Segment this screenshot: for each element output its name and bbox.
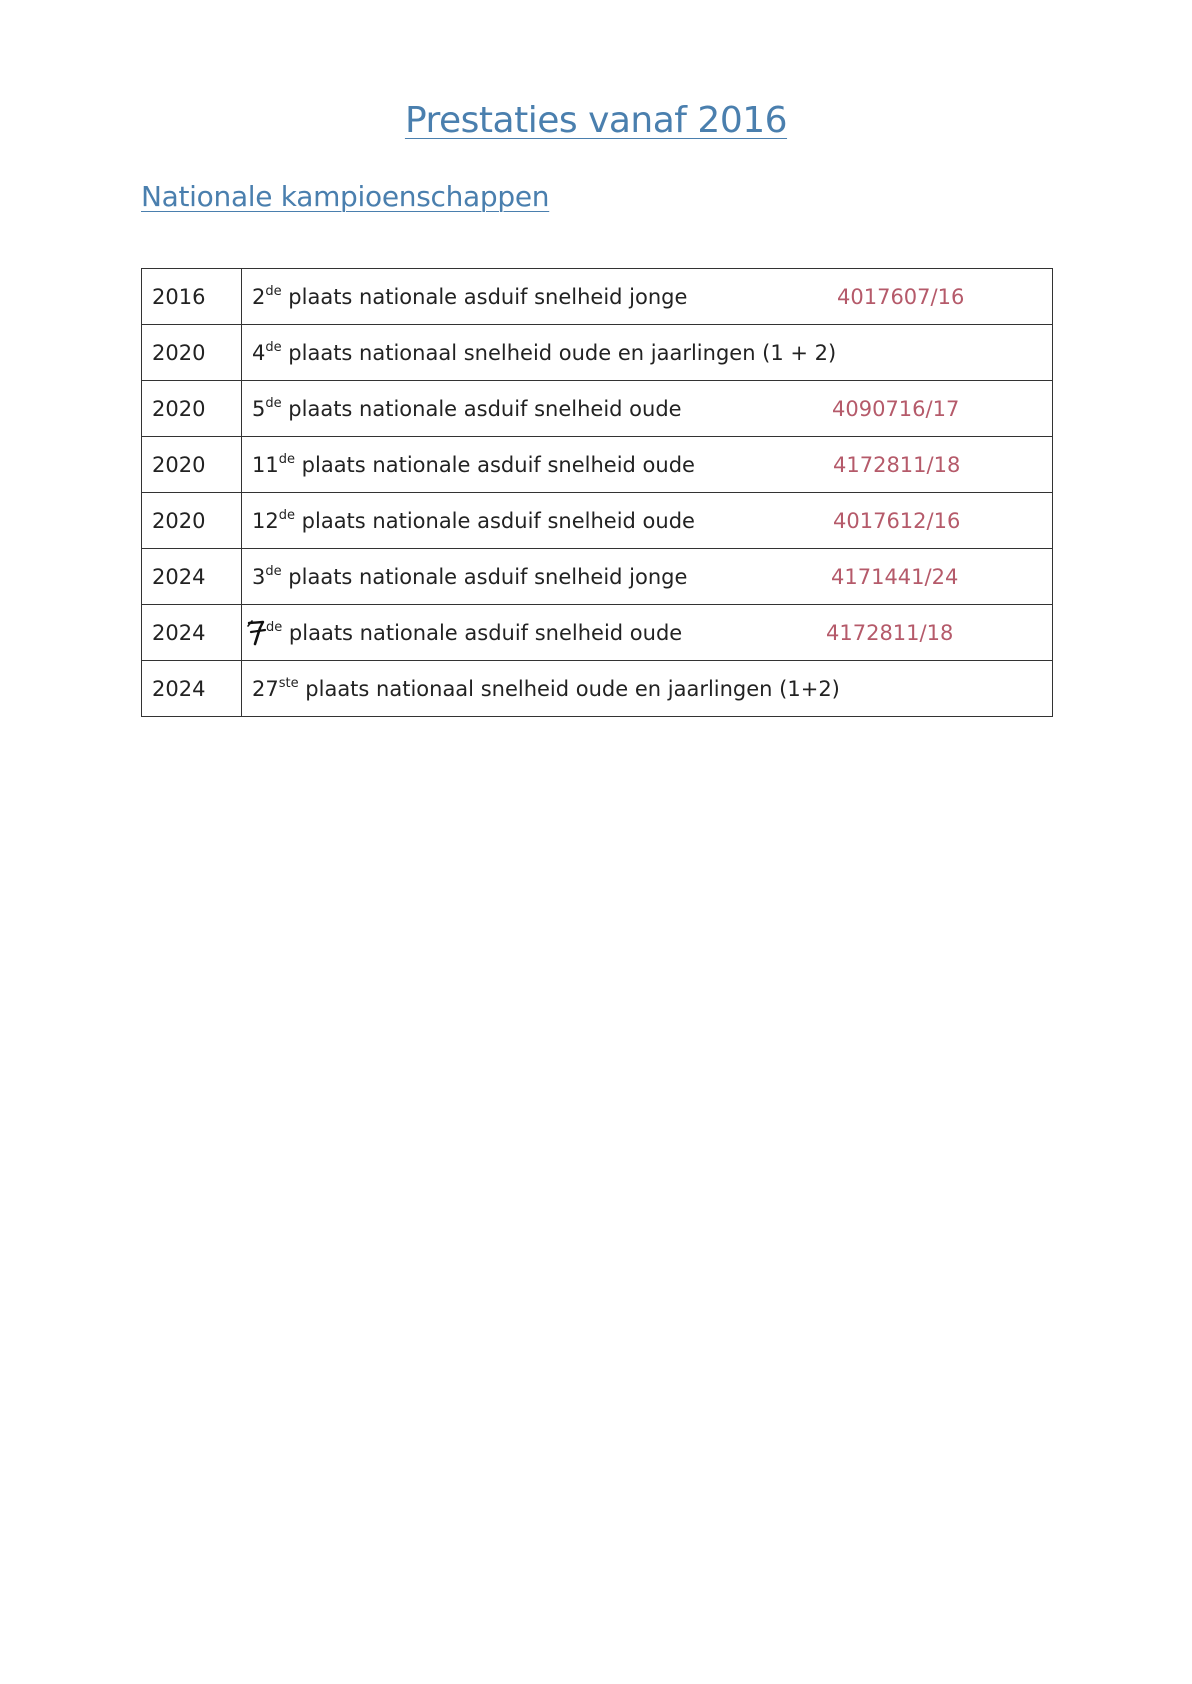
year-cell: 2020 bbox=[142, 437, 242, 493]
rank-suffix: de bbox=[265, 339, 282, 355]
ring-number: 4171441/24 bbox=[831, 564, 959, 589]
year-cell: 2020 bbox=[142, 325, 242, 381]
rank-number: 4 bbox=[252, 340, 266, 365]
description-label: plaats nationale asduif snelheid jonge bbox=[281, 564, 688, 589]
rank-suffix: de bbox=[265, 283, 282, 299]
rank-number: 27 bbox=[252, 676, 279, 701]
handwritten-rank bbox=[252, 621, 266, 643]
ring-number: 4017612/16 bbox=[833, 508, 961, 533]
description-text bbox=[252, 565, 687, 589]
description-cell bbox=[242, 605, 1053, 661]
year-cell: 2020 bbox=[142, 493, 242, 549]
description-cell bbox=[242, 493, 1053, 549]
description-cell bbox=[242, 437, 1053, 493]
description-cell bbox=[242, 549, 1053, 605]
year-cell: 2024 bbox=[142, 549, 242, 605]
description-label: plaats nationale asduif snelheid jonge bbox=[281, 284, 688, 309]
description-text bbox=[252, 341, 836, 365]
rank-number: 2 bbox=[252, 284, 266, 309]
description-label: plaats nationaal snelheid oude en jaarlingen (1+2) bbox=[298, 676, 840, 701]
description-cell bbox=[242, 661, 1053, 717]
table-row bbox=[142, 605, 1053, 661]
page-title: Prestaties vanaf 2016 bbox=[404, 100, 788, 141]
rank-suffix: de bbox=[278, 451, 295, 467]
description-label: plaats nationale asduif snelheid oude bbox=[281, 396, 682, 421]
rank-suffix: ste bbox=[278, 675, 299, 691]
ring-number: 4017607/16 bbox=[837, 284, 965, 309]
table-row bbox=[142, 437, 1053, 493]
ring-number: 4172811/18 bbox=[833, 452, 961, 477]
description-cell bbox=[242, 381, 1053, 437]
rank-suffix: de bbox=[265, 563, 282, 579]
rank-number: 11 bbox=[252, 452, 279, 477]
table-row bbox=[142, 493, 1053, 549]
table-row bbox=[142, 269, 1053, 325]
rank-number: 3 bbox=[252, 564, 266, 589]
year-cell: 2016 bbox=[142, 269, 242, 325]
description-text bbox=[252, 397, 682, 421]
description-cell bbox=[242, 325, 1053, 381]
description-label: plaats nationale asduif snelheid oude bbox=[294, 508, 695, 533]
description-cell bbox=[242, 269, 1053, 325]
rank-number: 12 bbox=[252, 508, 279, 533]
rank-suffix: de bbox=[265, 395, 282, 411]
description-text bbox=[252, 621, 682, 645]
ring-number: 4172811/18 bbox=[826, 620, 954, 645]
ring-number: 4090716/17 bbox=[832, 396, 960, 421]
year-cell: 2024 bbox=[142, 605, 242, 661]
description-text bbox=[252, 285, 687, 309]
rank-number: 5 bbox=[252, 396, 266, 421]
description-label: plaats nationale asduif snelheid oude bbox=[294, 452, 695, 477]
description-label: plaats nationaal snelheid oude en jaarlingen (1 + 2) bbox=[281, 340, 837, 365]
rank-suffix: de bbox=[266, 619, 283, 635]
results-table bbox=[141, 268, 1053, 717]
table-row bbox=[142, 381, 1053, 437]
description-text bbox=[252, 453, 695, 477]
description-text bbox=[252, 509, 695, 533]
table-row bbox=[142, 661, 1053, 717]
handwritten-seven-icon bbox=[246, 617, 272, 647]
year-cell: 2020 bbox=[142, 381, 242, 437]
year-cell: 2024 bbox=[142, 661, 242, 717]
description-text bbox=[252, 677, 840, 701]
section-title: Nationale kampioenschappen bbox=[141, 180, 550, 213]
rank-suffix: de bbox=[278, 507, 295, 523]
description-label: plaats nationale asduif snelheid oude bbox=[282, 620, 683, 645]
table-row bbox=[142, 549, 1053, 605]
table-row bbox=[142, 325, 1053, 381]
